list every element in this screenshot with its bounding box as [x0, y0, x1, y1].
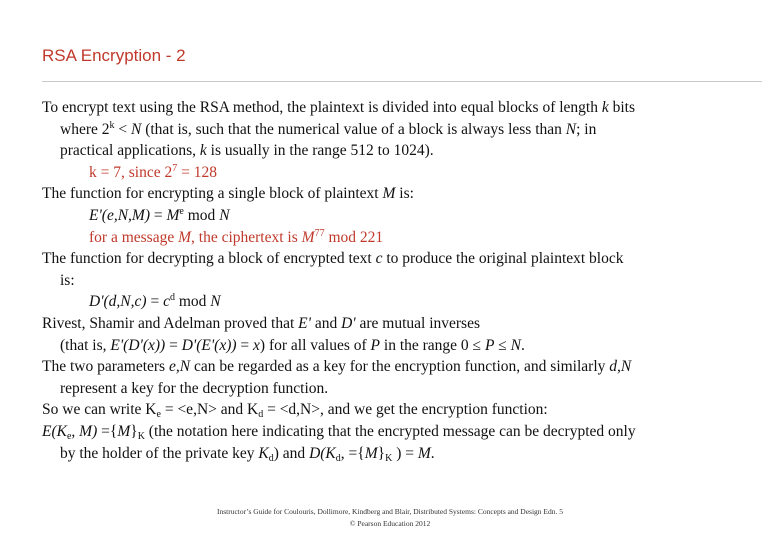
text: To encrypt text using the RSA method, the plaintext is divided into equal blocks of length: [42, 99, 602, 116]
text: }: [130, 422, 138, 440]
superscript: 7: [172, 162, 178, 174]
text: ) for all values of: [259, 336, 371, 354]
text: are mutual inverses: [355, 314, 480, 332]
text: to produce the original plaintext block: [382, 250, 624, 268]
math-var: N: [219, 206, 230, 224]
math-var: c: [375, 250, 383, 268]
text: = 128: [177, 163, 217, 181]
math-expr: E'(e,N,M): [89, 206, 150, 224]
subscript: e: [66, 430, 72, 442]
math-var: d,N: [609, 358, 632, 376]
text: mod 221: [324, 228, 384, 246]
math-var: P: [370, 336, 381, 354]
text: The function for encrypting a single block of plaintext: [42, 185, 383, 203]
text: (the notation here indicating that the encrypted message can be decrypted only: [144, 422, 636, 440]
body-line: [42, 270, 767, 292]
text: by the holder of the private key: [60, 444, 259, 462]
body-line: [42, 399, 767, 421]
math-var: k: [601, 99, 609, 116]
math-expr: E(K: [42, 422, 67, 440]
math-var: N: [510, 336, 522, 354]
text: }: [377, 444, 386, 462]
text: .: [521, 336, 525, 354]
footer-credit: Instructor’s Guide for Coulouris, Dollimore, Kindberg and Blair, Distributed Systems: Concepts and Design Edn. 5: [216, 507, 564, 516]
math-expr: D(K: [309, 444, 336, 462]
example-line: [42, 227, 767, 249]
text: can be regarded as a key for the encryption function, and similarly: [190, 358, 610, 376]
superscript: 77: [314, 227, 325, 239]
subscript: e: [156, 409, 161, 421]
subscript: K: [137, 430, 145, 442]
math-var: M: [166, 206, 180, 224]
body-line: [42, 313, 767, 335]
text: = <e,N> and K: [160, 401, 259, 419]
subscript: d: [335, 452, 341, 464]
text: So we can write K: [42, 401, 157, 419]
text: mod: [174, 293, 211, 311]
text: mod: [183, 206, 220, 224]
subscript: d: [268, 452, 274, 464]
text: represent a key for the decryption function.: [60, 379, 329, 397]
text: = <d,N>, and we get the encryption function:: [263, 401, 548, 419]
body-line: [42, 97, 767, 119]
text: ={: [97, 422, 118, 440]
text: =: [165, 336, 182, 354]
slide-title: RSA Encryption - 2: [42, 46, 186, 65]
body-line: [42, 335, 767, 357]
text: is:: [395, 185, 414, 203]
text: ) =: [392, 444, 418, 462]
superscript: e: [179, 205, 184, 217]
subscript: d: [258, 409, 264, 421]
example-line: [42, 162, 767, 184]
math-var: M: [178, 228, 192, 246]
math-var: N: [565, 120, 577, 138]
footer-copyright: © Pearson Education 2012: [349, 519, 431, 528]
text: and: [310, 314, 342, 332]
text: =: [236, 336, 254, 354]
slide-body: [42, 97, 767, 464]
subscript: K: [385, 452, 393, 464]
text: for a message: [89, 228, 179, 246]
body-line: [42, 443, 767, 465]
superscript: d: [169, 292, 175, 304]
math-var: E': [298, 314, 311, 332]
text: in the range 0 ≤: [380, 336, 485, 354]
text: , ={: [340, 444, 365, 462]
text: ≤: [494, 336, 511, 354]
formula-line: [42, 205, 767, 227]
math-var: N: [210, 293, 221, 311]
math-var: M: [117, 422, 131, 440]
body-line: [42, 421, 767, 443]
math-expr: D'(d,N,c): [89, 293, 147, 311]
text: practical applications,: [60, 142, 200, 160]
text: .: [430, 444, 435, 462]
body-line: [42, 378, 767, 400]
math-expr: , M): [71, 422, 98, 440]
text: =: [150, 206, 167, 224]
text: =: [146, 293, 164, 311]
text: bits: [608, 99, 636, 116]
text: is usually in the range 512 to 1024).: [206, 142, 434, 160]
math-var: c: [163, 293, 170, 311]
text: (that is,: [60, 336, 111, 354]
body-line: [42, 248, 767, 270]
superscript: k: [109, 119, 115, 131]
text: ; in: [576, 120, 597, 138]
math-var: D': [341, 314, 356, 332]
text: (that is, such that the numerical value of a block is always less than: [141, 120, 566, 138]
text: Rivest, Shamir and Adelman proved that: [42, 314, 299, 332]
math-var: K: [258, 444, 269, 462]
text: <: [114, 120, 131, 138]
text: ) and: [273, 444, 310, 462]
formula-line: [42, 291, 767, 313]
math-var: e,N: [168, 358, 191, 376]
math-expr: E'(D'(x)): [110, 336, 166, 354]
math-var: k: [199, 142, 207, 160]
title-divider: [42, 81, 762, 82]
math-expr: D'(E'(x)): [181, 336, 237, 354]
math-var: N: [131, 120, 142, 138]
math-var: M: [301, 228, 315, 246]
body-line: [42, 119, 767, 141]
body-line: [42, 140, 767, 162]
text: k = 7, since 2: [89, 163, 173, 181]
body-line: [42, 183, 767, 205]
text: where 2: [60, 120, 110, 138]
math-var: M: [364, 444, 378, 462]
text: , the ciphertext is: [191, 228, 302, 246]
math-var: M: [382, 185, 396, 203]
text: The two parameters: [42, 358, 169, 376]
text: The function for decrypting a block of encrypted text: [42, 250, 376, 268]
body-line: [42, 356, 767, 378]
text: is:: [60, 271, 75, 289]
math-var: M: [417, 444, 431, 462]
math-var: P: [484, 336, 495, 354]
math-var: x: [253, 336, 260, 354]
